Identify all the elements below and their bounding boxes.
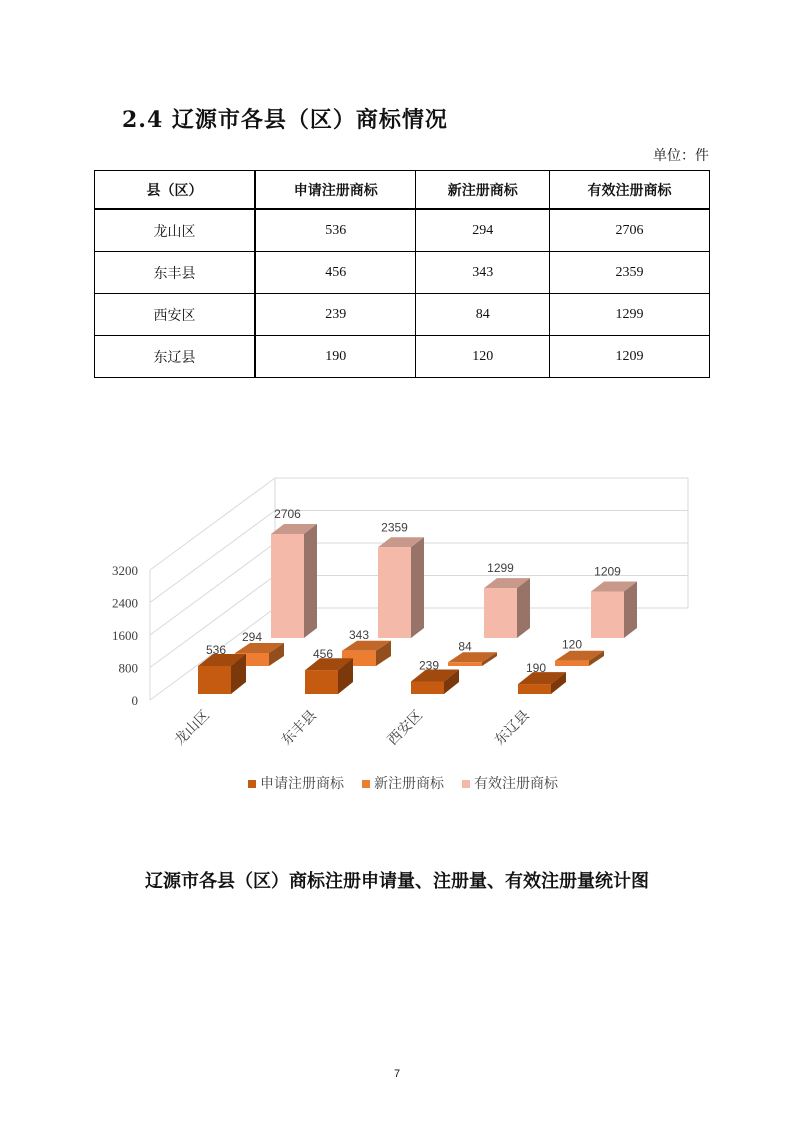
x-category-label: 东辽县 bbox=[491, 707, 533, 749]
table-cell: 龙山区 bbox=[95, 209, 256, 252]
bar-side bbox=[304, 524, 317, 638]
table-row bbox=[95, 252, 710, 294]
y-tick-label: 1600 bbox=[112, 628, 138, 643]
trademark-table bbox=[94, 170, 710, 378]
table-header-row bbox=[95, 171, 710, 210]
bar-front bbox=[448, 662, 482, 666]
x-category-label: 西安区 bbox=[384, 707, 426, 749]
table-cell: 456 bbox=[255, 252, 416, 294]
legend-label: 新注册商标 bbox=[374, 776, 444, 792]
bar-front bbox=[518, 684, 551, 694]
table-cell: 239 bbox=[255, 294, 416, 336]
bar-front bbox=[555, 661, 589, 666]
bar-2-3 bbox=[591, 582, 637, 639]
table-row bbox=[95, 209, 710, 252]
bar-0-2 bbox=[411, 670, 459, 695]
bar-front bbox=[305, 670, 338, 694]
table-row bbox=[95, 294, 710, 336]
table-cell: 西安区 bbox=[95, 294, 256, 336]
legend-label: 申请注册商标 bbox=[260, 776, 344, 792]
column-header: 申请注册商标 bbox=[255, 171, 416, 210]
legend-swatch bbox=[248, 780, 256, 788]
bar-1-3 bbox=[555, 651, 604, 666]
legend-label: 有效注册商标 bbox=[474, 776, 558, 792]
table-cell: 84 bbox=[416, 294, 550, 336]
table-cell: 1209 bbox=[550, 336, 710, 378]
y-tick-label: 0 bbox=[131, 693, 138, 708]
table-cell: 536 bbox=[255, 209, 416, 252]
bar-front bbox=[378, 547, 411, 638]
bar-front bbox=[271, 534, 304, 638]
y-tick-label: 3200 bbox=[112, 563, 138, 578]
unit-label: 单位：件 bbox=[653, 148, 709, 164]
data-label: 2359 bbox=[381, 520, 408, 535]
table-row bbox=[95, 336, 710, 378]
legend-swatch bbox=[362, 780, 370, 788]
table-cell: 2706 bbox=[550, 209, 710, 252]
bar-side bbox=[411, 537, 424, 638]
y-tick-label: 800 bbox=[118, 660, 138, 676]
chart-caption: 辽源市各县（区）商标注册申请量、注册量、有效注册量统计图 bbox=[145, 871, 649, 892]
y-tick-label: 2400 bbox=[112, 595, 138, 611]
bar-front bbox=[198, 666, 231, 694]
column-header: 有效注册商标 bbox=[550, 171, 710, 210]
x-category-label: 龙山区 bbox=[171, 707, 213, 749]
data-label: 190 bbox=[525, 661, 546, 676]
table-cell: 东辽县 bbox=[95, 336, 256, 378]
bar-2-2 bbox=[484, 578, 530, 638]
data-label: 1209 bbox=[594, 564, 621, 579]
section-title: 2.4 辽源市各县（区）商标情况 bbox=[122, 107, 448, 133]
bar-front bbox=[411, 682, 444, 694]
data-label: 2706 bbox=[274, 507, 301, 521]
bar-1-2 bbox=[448, 652, 497, 666]
data-label: 294 bbox=[241, 630, 263, 644]
trademark-3d-column-chart bbox=[0, 470, 794, 830]
bar-0-3 bbox=[518, 672, 566, 694]
table-cell: 2359 bbox=[550, 252, 710, 294]
data-label: 1299 bbox=[487, 561, 514, 576]
bar-2-1 bbox=[378, 537, 424, 638]
bar-0-1 bbox=[305, 658, 353, 694]
data-label: 84 bbox=[458, 639, 472, 654]
table-cell: 东丰县 bbox=[95, 252, 256, 294]
x-category-label: 东丰县 bbox=[278, 707, 320, 749]
bar-side bbox=[517, 578, 530, 638]
data-label: 239 bbox=[418, 658, 439, 673]
column-header: 县（区） bbox=[95, 171, 256, 210]
bar-front bbox=[591, 592, 624, 638]
bar-0-0 bbox=[198, 654, 246, 694]
table-cell: 120 bbox=[416, 336, 550, 378]
legend-swatch bbox=[462, 780, 470, 788]
page-number: 7 bbox=[393, 1068, 401, 1080]
data-label: 120 bbox=[561, 637, 583, 652]
data-label: 536 bbox=[205, 643, 226, 657]
table-cell: 343 bbox=[416, 252, 550, 294]
table-cell: 294 bbox=[416, 209, 550, 252]
table-cell: 190 bbox=[255, 336, 416, 378]
column-header: 新注册商标 bbox=[416, 171, 550, 210]
bar-front bbox=[484, 588, 517, 638]
table-cell: 1299 bbox=[550, 294, 710, 336]
data-label: 343 bbox=[348, 627, 370, 642]
bar-2-0 bbox=[271, 524, 317, 638]
data-label: 456 bbox=[312, 647, 333, 662]
